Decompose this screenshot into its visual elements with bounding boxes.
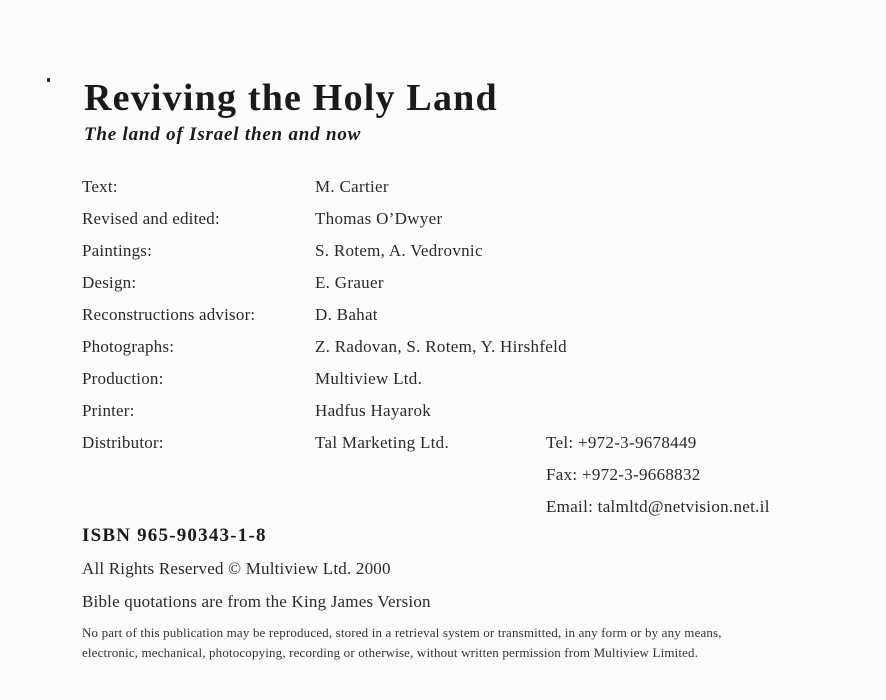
credit-role: Revised and edited: [82,209,220,228]
isbn-number: ISBN 965-90343-1-8 [82,525,267,546]
credit-row-text [82,176,642,208]
credit-name: Thomas O’Dwyer [315,209,443,228]
print-speck [47,78,50,82]
credit-role: Production: [82,369,164,388]
distributor-contact [546,432,770,528]
bible-quotation-note: Bible quotations are from the King James Version [82,592,431,611]
contact-fax: Fax: +972-3-9668832 [546,465,701,484]
legal-line: electronic, mechanical, photocopying, recording or otherwise, without written permission from Multiview Limited. [82,645,699,660]
credit-row-photographs [82,336,642,368]
credit-row-paintings [82,240,642,272]
credit-name: D. Bahat [315,305,378,324]
credit-name: S. Rotem, A. Vedrovnic [315,241,483,260]
legal-line: No part of this publication may be reproduced, stored in a retrieval system or transmitted, in any form or by any means, [82,625,722,640]
credit-role: Photographs: [82,337,175,356]
credit-row-production [82,368,642,400]
credit-role: Printer: [82,401,135,420]
credit-row-printer [82,400,642,432]
credit-role: Distributor: [82,433,164,452]
book-title: Reviving the Holy Land [84,77,498,119]
contact-email: Email: talmltd@netvision.net.il [546,497,770,516]
credit-role: Reconstructions advisor: [82,305,256,324]
credit-row-reconstructions [82,304,642,336]
credit-name: Z. Radovan, S. Rotem, Y. Hirshfeld [315,337,567,356]
copyright-notice: All Rights Reserved © Multiview Ltd. 2000 [82,559,391,578]
credit-name: Tal Marketing Ltd. [315,433,450,452]
credit-name: Multiview Ltd. [315,369,423,388]
credit-name: M. Cartier [315,177,389,196]
book-subtitle: The land of Israel then and now [84,124,362,145]
legal-disclaimer [82,623,862,663]
credits-list [82,176,642,464]
credit-role: Text: [82,177,118,196]
contact-tel: Tel: +972-3-9678449 [546,433,697,452]
credit-row-design [82,272,642,304]
credit-role: Paintings: [82,241,153,260]
credit-row-revised [82,208,642,240]
credit-role: Design: [82,273,137,292]
credit-name: E. Grauer [315,273,384,292]
credit-name: Hadfus Hayarok [315,401,432,420]
